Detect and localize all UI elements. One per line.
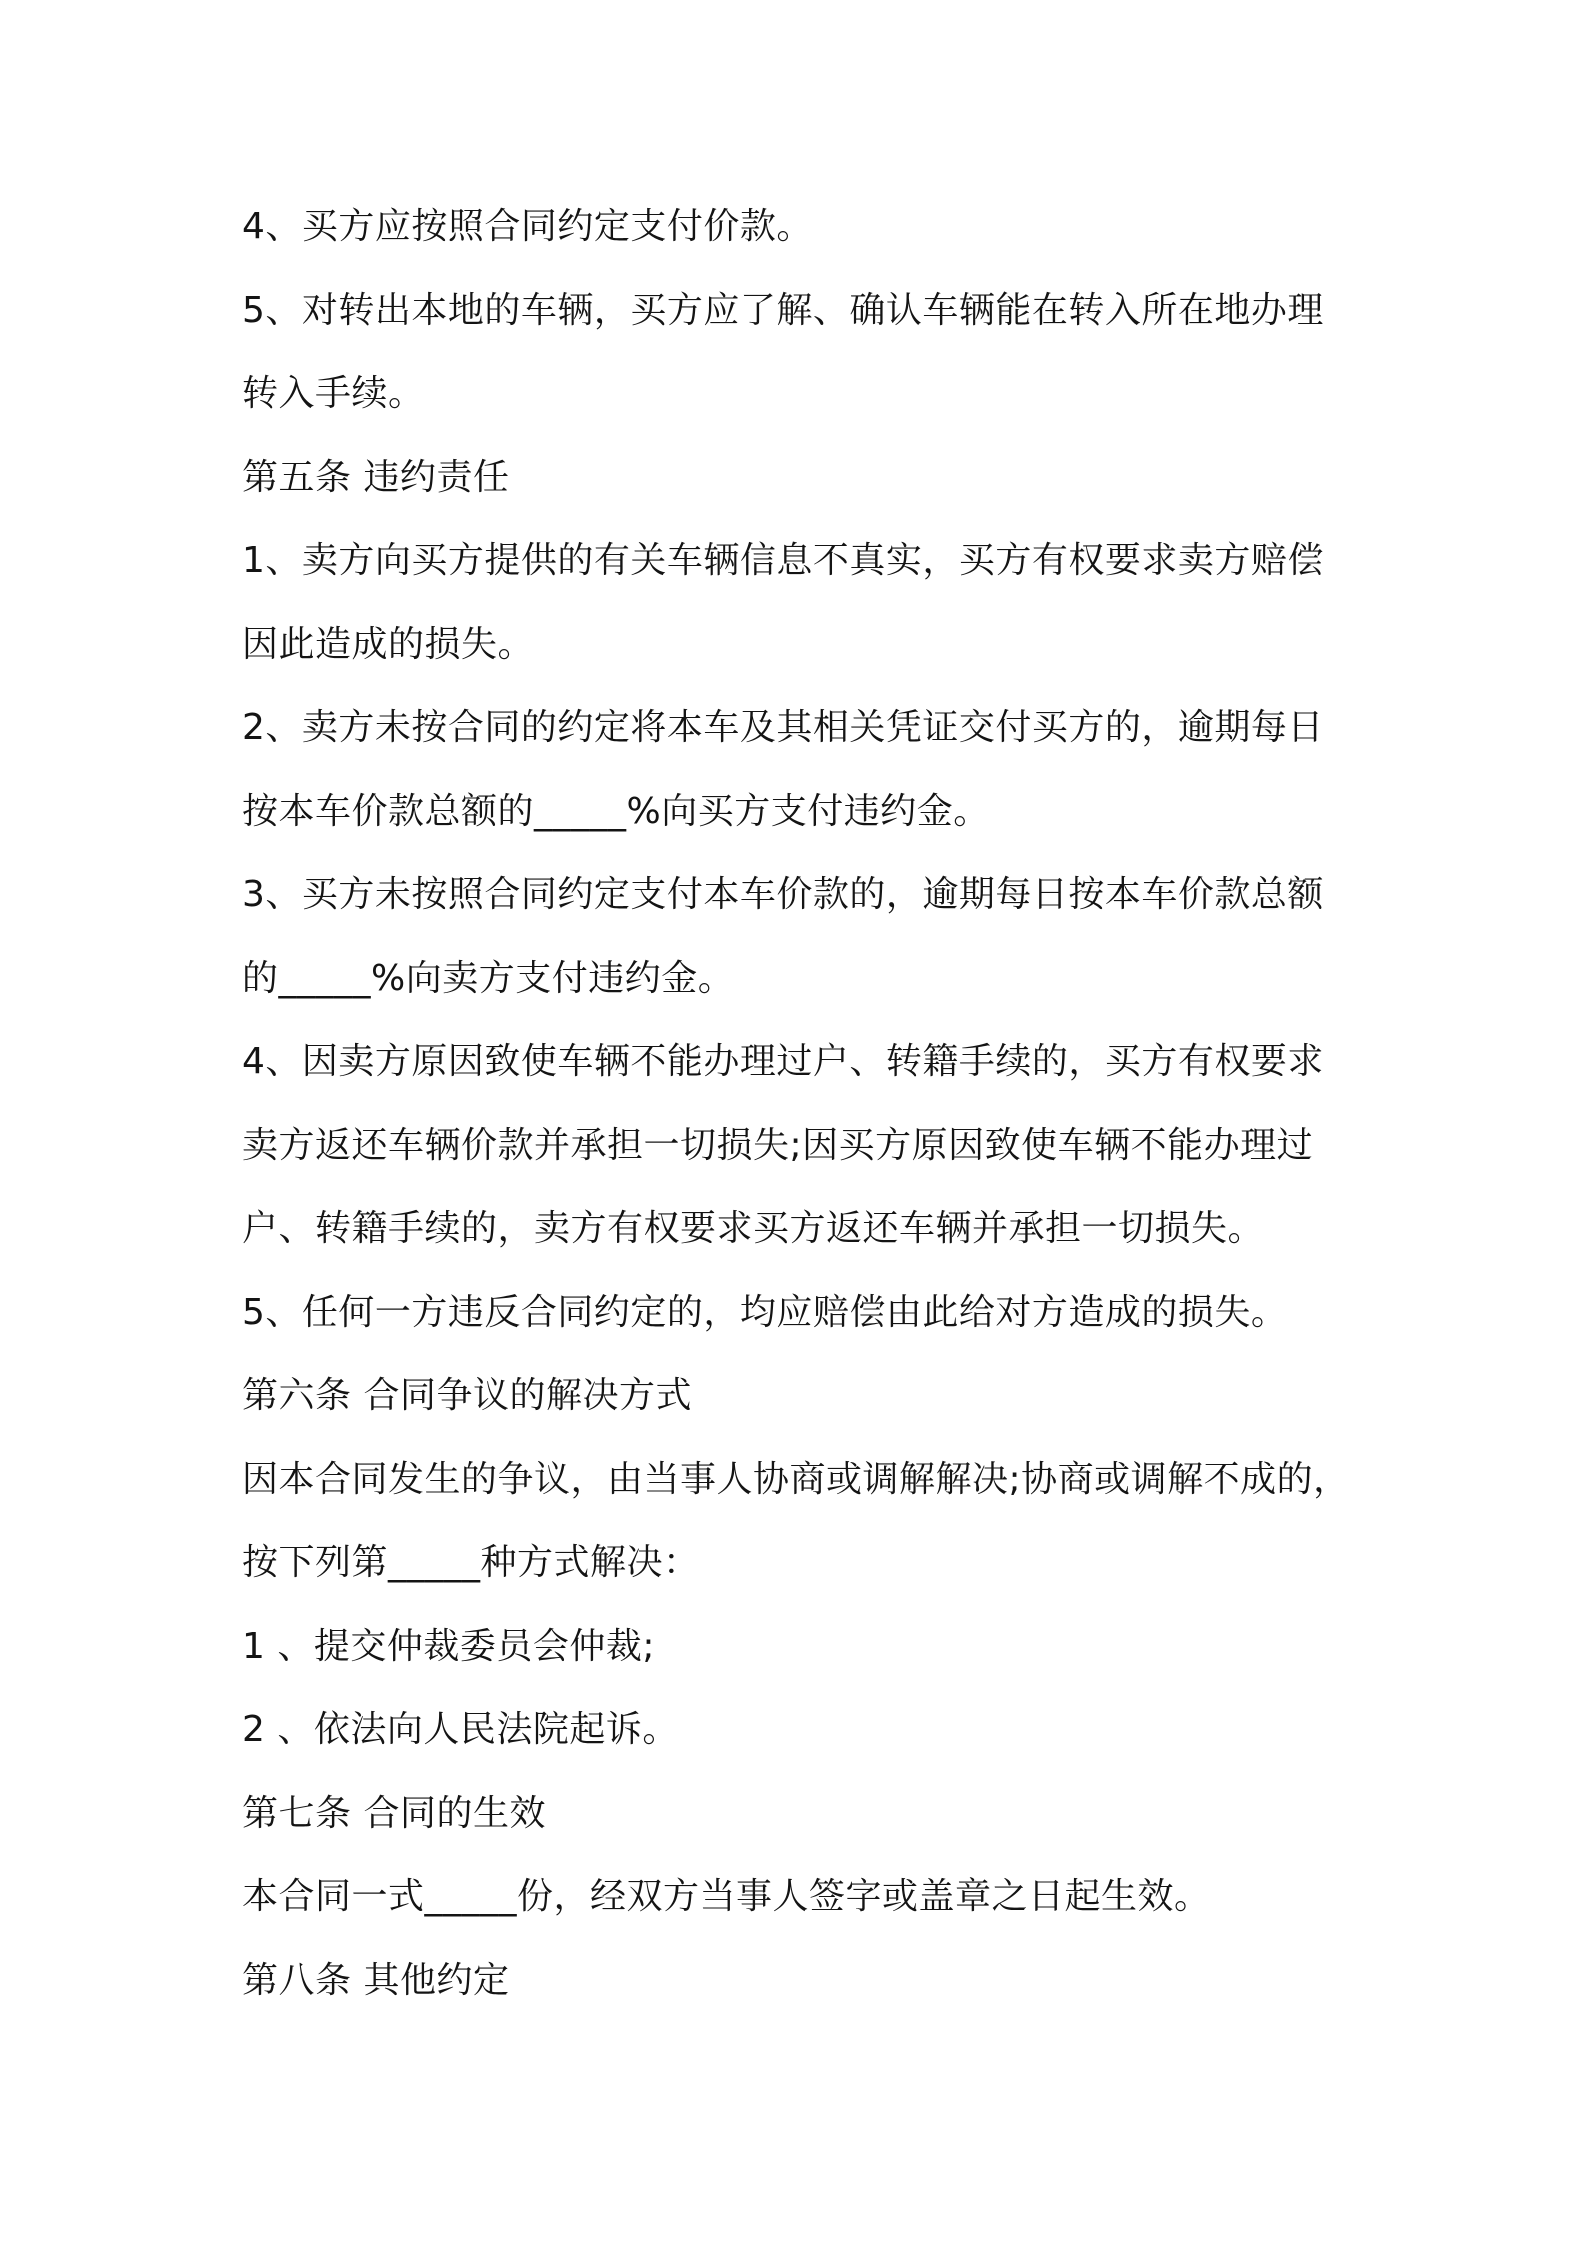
article-6-heading: 第六条 合同争议的解决方式 xyxy=(242,1375,692,1416)
article-5-heading: 第五条 违约责任 xyxy=(242,457,510,498)
clause-5-3-paragraph-line-2: 的_____%向卖方支付违约金。 xyxy=(242,958,735,999)
clause-5-5-paragraph: 5、任何一方违反合同约定的，均应赔偿由此给对方造成的损失。 xyxy=(242,1292,1288,1333)
clause-5-4-paragraph-line-1: 4、因卖方原因致使车辆不能办理过户、转籍手续的，买方有权要求 xyxy=(242,1041,1324,1082)
clause-4-5-paragraph-line-1: 5、对转出本地的车辆，买方应了解、确认车辆能在转入所在地办理 xyxy=(242,290,1324,331)
article-7-heading: 第七条 合同的生效 xyxy=(242,1793,546,1834)
article-6-option-1: 1 、提交仲裁委员会仲裁; xyxy=(242,1626,655,1667)
clause-5-1-paragraph-line-2: 因此造成的损失。 xyxy=(242,624,535,665)
clause-4-5-paragraph-line-2: 转入手续。 xyxy=(242,373,425,414)
article-6-paragraph-line-1: 因本合同发生的争议，由当事人协商或调解解决;协商或调解不成的， xyxy=(242,1459,1350,1500)
article-6-paragraph-line-2: 按下列第_____种方式解决： xyxy=(242,1542,700,1583)
clause-5-2-paragraph-line-2: 按本车价款总额的_____%向买方支付违约金。 xyxy=(242,791,990,832)
clause-5-2-paragraph-line-1: 2、卖方未按合同的约定将本车及其相关凭证交付买方的，逾期每日 xyxy=(242,707,1324,748)
clause-5-1-paragraph-line-1: 1、卖方向买方提供的有关车辆信息不真实，买方有权要求卖方赔偿 xyxy=(242,540,1324,581)
article-7-paragraph: 本合同一式_____份，经双方当事人签字或盖章之日起生效。 xyxy=(242,1876,1211,1917)
clause-5-4-paragraph-line-2: 卖方返还车辆价款并承担一切损失;因买方原因致使车辆不能办理过 xyxy=(242,1125,1314,1166)
clause-5-3-paragraph-line-1: 3、买方未按照合同约定支付本车价款的，逾期每日按本车价款总额 xyxy=(242,874,1324,915)
clause-4-4-paragraph: 4、买方应按照合同约定支付价款。 xyxy=(242,206,813,247)
article-6-option-2: 2 、依法向人民法院起诉。 xyxy=(242,1709,679,1750)
article-8-heading: 第八条 其他约定 xyxy=(242,1960,510,2001)
clause-5-4-paragraph-line-3: 户、转籍手续的，卖方有权要求买方返还车辆并承担一切损失。 xyxy=(242,1208,1265,1249)
